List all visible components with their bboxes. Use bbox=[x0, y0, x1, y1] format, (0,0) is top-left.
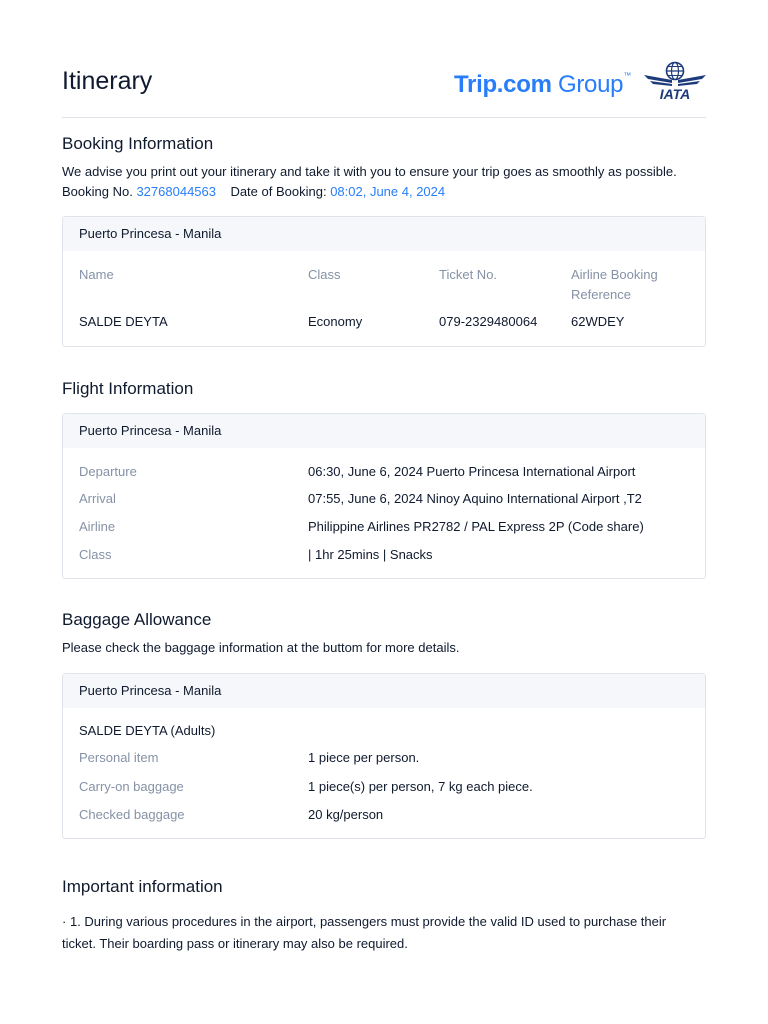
brand-name: Trip.com bbox=[454, 71, 552, 98]
flight-card bbox=[62, 413, 706, 579]
booking-no-value: 32768044563 bbox=[136, 184, 216, 199]
personal-item-label: Personal item bbox=[79, 750, 159, 765]
booking-card bbox=[62, 216, 706, 347]
flight-card-route: Puerto Princesa - Manila bbox=[63, 414, 705, 448]
page-header bbox=[62, 58, 706, 118]
booking-date-value: 08:02, June 4, 2024 bbox=[330, 184, 446, 199]
arrival-label: Arrival bbox=[79, 491, 116, 506]
baggage-passenger: SALDE DEYTA (Adults) bbox=[79, 723, 216, 738]
important-line-2: ticket. Their boarding pass or itinerary may also be required. bbox=[62, 936, 408, 951]
flight-class-label: Class bbox=[79, 547, 112, 562]
departure-value: 06:30, June 6, 2024 Puerto Princesa International Airport bbox=[308, 464, 636, 479]
important-section-title: Important information bbox=[62, 877, 223, 896]
important-line-1: · 1. During various procedures in the airport, passengers must provide the valid ID used to purchase their bbox=[62, 914, 667, 929]
flight-section-title: Flight Information bbox=[62, 379, 194, 398]
page-title: Itinerary bbox=[62, 67, 153, 95]
airline-value: Philippine Airlines PR2782 / PAL Express 2P (Code share) bbox=[308, 519, 644, 534]
checked-baggage-value: 20 kg/person bbox=[308, 807, 384, 822]
header-airline-booking-reference: Airline Booking Reference bbox=[571, 267, 658, 302]
airline-booking-reference: 62WDEY bbox=[571, 314, 625, 329]
airline-label: Airline bbox=[79, 519, 116, 534]
baggage-card-route: Puerto Princesa - Manila bbox=[63, 674, 705, 708]
baggage-section-title: Baggage Allowance bbox=[62, 610, 212, 629]
brand-suffix: Group bbox=[558, 71, 624, 98]
header-name: Name bbox=[79, 267, 114, 282]
booking-section-title: Booking Information bbox=[62, 134, 214, 153]
carry-on-label: Carry-on baggage bbox=[79, 779, 184, 794]
checked-baggage-label: Checked baggage bbox=[79, 807, 185, 822]
booking-date-label: Date of Booking: bbox=[230, 184, 327, 199]
carry-on-value: 1 piece(s) per person, 7 kg each piece. bbox=[308, 779, 533, 794]
booking-meta bbox=[62, 182, 445, 202]
departure-label: Departure bbox=[79, 464, 137, 479]
baggage-note: Please check the baggage information at the buttom for more details. bbox=[62, 640, 460, 655]
passenger-class: Economy bbox=[308, 314, 363, 329]
trademark-mark: ™ bbox=[623, 71, 631, 80]
booking-advice: We advise you print out your itinerary and take it with you to ensure your trip goes as smoothly as possible. bbox=[62, 164, 677, 179]
iata-text: IATA bbox=[659, 86, 691, 101]
header-ticket-no: Ticket No. bbox=[439, 267, 498, 282]
booking-card-route: Puerto Princesa - Manila bbox=[63, 217, 705, 251]
passenger-name: SALDE DEYTA bbox=[79, 314, 168, 329]
personal-item-value: 1 piece per person. bbox=[308, 750, 420, 765]
iata-logo bbox=[642, 61, 708, 101]
flight-class-value: | 1hr 25mins | Snacks bbox=[308, 547, 433, 562]
arrival-value: 07:55, June 6, 2024 Ninoy Aquino International Airport ,T2 bbox=[308, 491, 642, 506]
tripcom-group-logo bbox=[454, 71, 631, 99]
ticket-number: 079-2329480064 bbox=[439, 314, 538, 329]
booking-no-label: Booking No. bbox=[62, 184, 133, 199]
header-class: Class bbox=[308, 267, 341, 282]
baggage-card bbox=[62, 673, 706, 839]
